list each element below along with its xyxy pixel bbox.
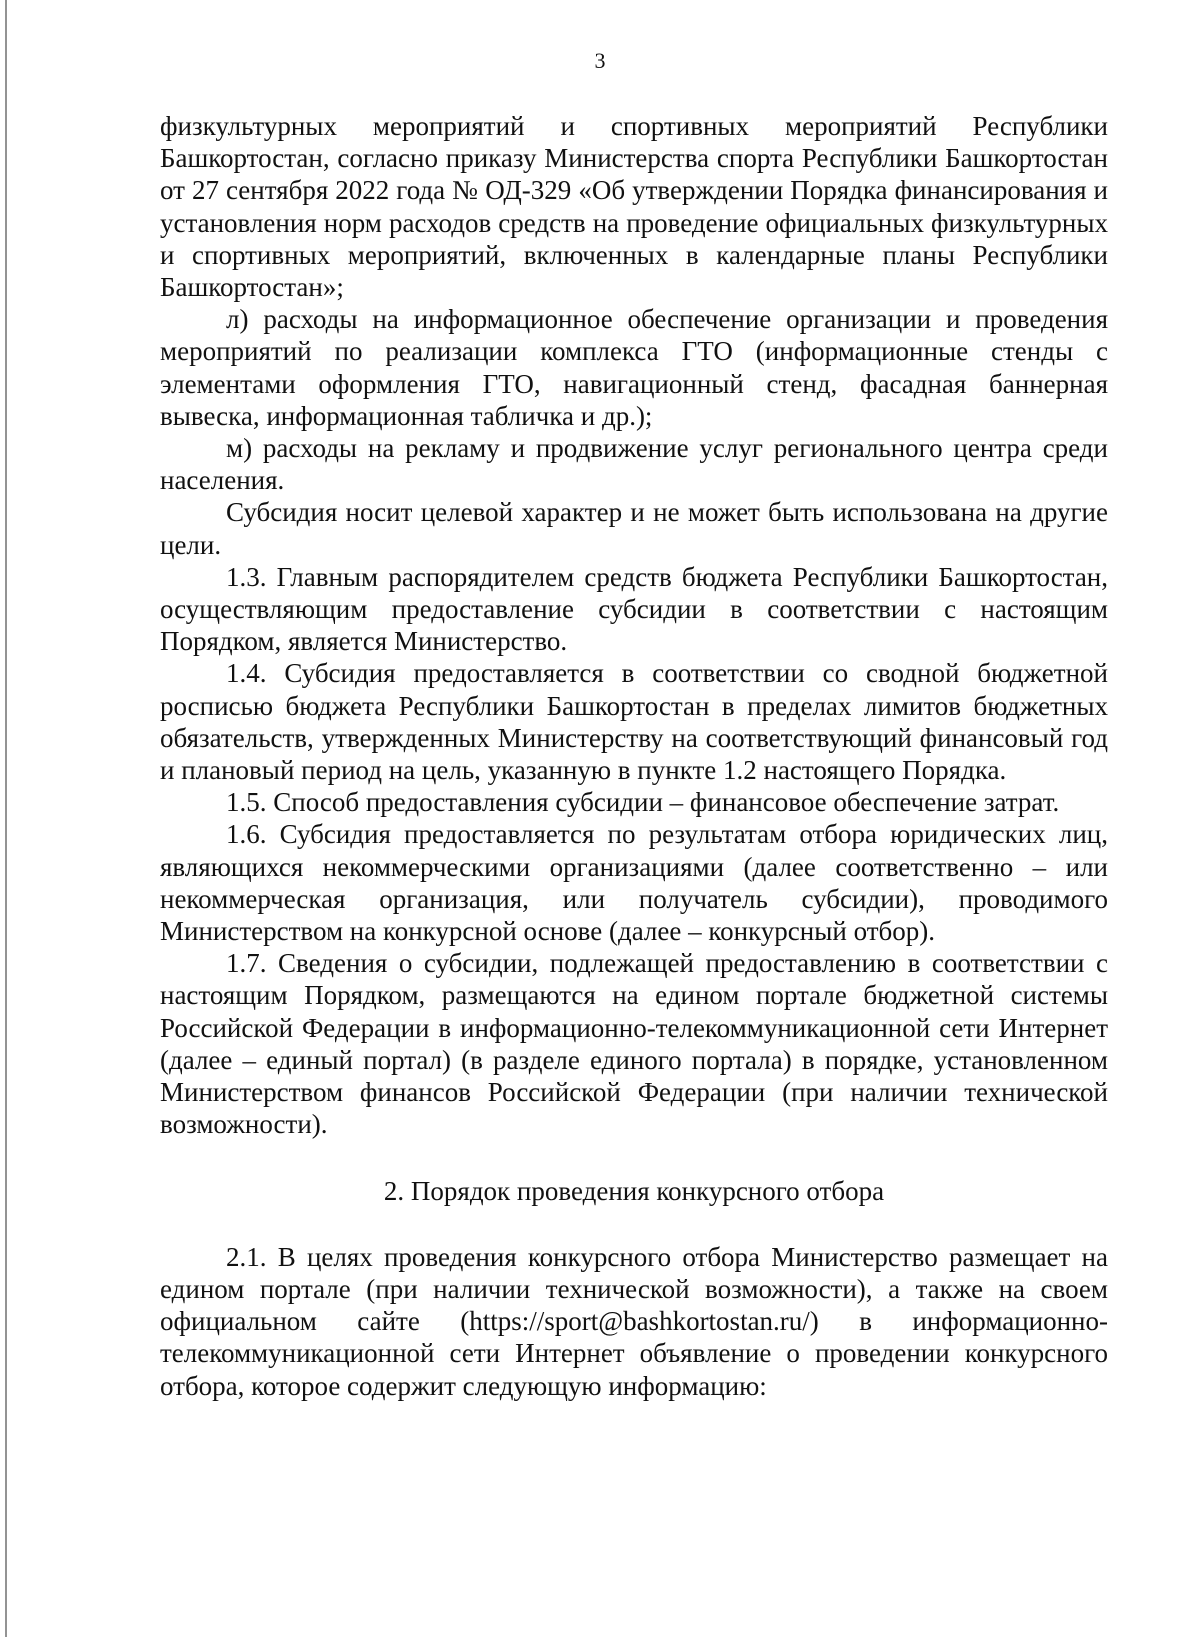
paragraph: физкультурных мероприятий и спортивных мероприятий Республики Башкортостан, согласно приказу Министерства спорта Республики Башкортостан от 27 сентября 2022 года № ОД-329 «Об утверждении Порядка финансирования и установления норм расходов средств на проведение официальных физкультурных и спортивных мероприятий, включенных в календарные планы Республики Башкортостан»; xyxy=(160,111,1108,303)
paragraph: Субсидия носит целевой характер и не может быть использована на другие цели. xyxy=(160,497,1108,560)
paragraph: 1.3. Главным распорядителем средств бюджета Республики Башкортостан, осуществляющим предоставление субсидии в соответствии с настоящим Порядком, является Министерство. xyxy=(160,561,1108,657)
paragraph: л) расходы на информационное обеспечение организации и проведения мероприятий по реализации комплекса ГТО (информационные стенды с элементами оформления ГТО, навигационный стенд, фасадная баннерная вывеска, информационная табличка и др.); xyxy=(160,304,1108,431)
paragraph: 1.6. Субсидия предоставляется по результатам отбора юридических лиц, являющихся некоммерческими организациями (далее соответственно – или некоммерческая организация, или получатель субсидии), проводимого Министерством на конкурсной основе (далее – конкурсный отбор). xyxy=(160,819,1108,947)
paragraph: 2.1. В целях проведения конкурсного отбора Министерство размещает на едином портале (при наличии технической возможности), а также на своем официальном сайте (https://sport@bashkortostan.ru/) в информационно-телекоммуникационной сети Интернет объявление о проведении конкурсного отбора, которое содержит следующую информацию: xyxy=(160,1241,1108,1401)
paragraph: 1.4. Субсидия предоставляется в соответствии со сводной бюджетной росписью бюджета Республики Башкортостан в пределах лимитов бюджетных обязательств, утвержденных Министерству на соответствующий финансовый год и плановый период на цель, указанную в пункте 1.2 настоящего Порядка. xyxy=(160,658,1108,786)
paragraph: 1.7. Сведения о субсидии, подлежащей предоставлению в соответствии с настоящим Порядком, размещаются на едином портале бюджетной системы Российской Федерации в информационно-телекоммуникационной сети Интернет (далее – единый портал) (в разделе единого портала) в порядке, установленном Министерством финансов Российской Федерации (при наличии технической возможности). xyxy=(160,948,1108,1140)
scan-edge-line xyxy=(5,0,7,1637)
page-number: 3 xyxy=(594,48,606,73)
document-body xyxy=(160,110,1108,1402)
paragraph: м) расходы на рекламу и продвижение услуг регионального центра среди населения. xyxy=(160,433,1108,496)
section-heading: 2. Порядок проведения конкурсного отбора xyxy=(383,1175,885,1206)
paragraph: 1.5. Способ предоставления субсидии – финансовое обеспечение затрат. xyxy=(226,787,1060,818)
